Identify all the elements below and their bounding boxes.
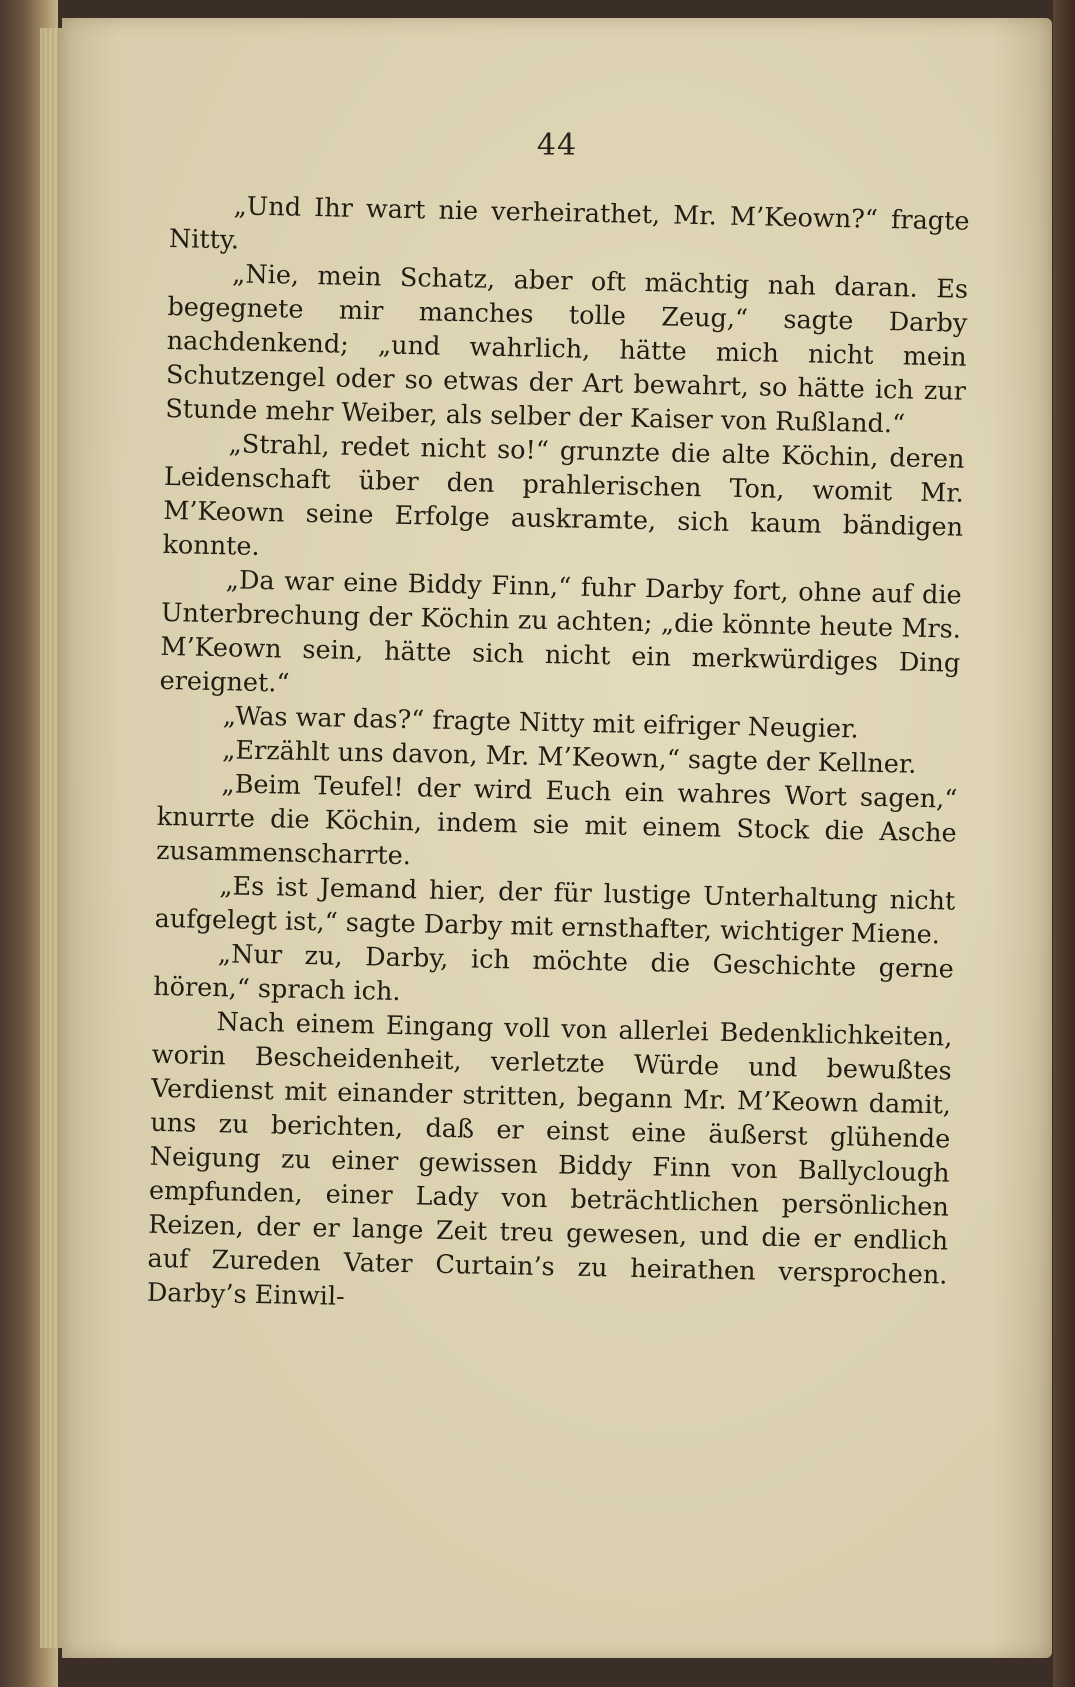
book-cover-edge-right xyxy=(1053,0,1075,1687)
paragraph-7: „Beim Teufel! der wird Euch ein wahres Wort sagen,“ knurrte die Köchin, indem sie mit einem Stock die Asche zusammenscharrte. xyxy=(155,769,958,872)
paragraph-6: „Erzählt uns davon, Mr. M’Keown,“ sagte der Kellner. xyxy=(221,735,917,780)
book-page xyxy=(62,18,1052,1658)
paragraph-10: Nach einem Eingang voll von allerlei Bedenklichkeiten, worin Bescheidenheit, verletzte Würde und bewußtes Verdienst mit einander stritten, begann Mr. M’Keown damit, uns zu berichten, daß er einst eine äußerst glühende Neigung zu einer gewissen Biddy Finn von Ballyclough empfunden, einer Lady von beträchtlichen persönlichen Reizen, der er lange Zeit treu gewesen, und die er endlich auf Zureden Vater Curtain’s zu heirathen versprochen. Darby’s Einwil- xyxy=(146,1007,953,1312)
body-text xyxy=(147,188,970,1327)
paragraph-9: „Nur zu, Darby, ich möchte die Geschichte gerne hören,“ sprach ich. xyxy=(152,939,955,1008)
paragraph-8: „Es ist Jemand hier, der für lustige Unterhaltung nicht aufgelegt ist,“ sagte Darby mit ernsthafter, wichtiger Miene. xyxy=(154,871,956,951)
paragraph-4: „Da war eine Biddy Finn,“ fuhr Darby fort, ohne auf die Unterbrechung der Köchin zu achten; „die könnte heute Mrs. M’Keown sein, hätte sich nicht ein merkwürdiges Ding ereignet.“ xyxy=(159,565,962,699)
page-number: 44 xyxy=(536,128,578,163)
paragraph-1: „Und Ihr wart nie verheirathet, Mr. M’Keown?“ fragte Nitty. xyxy=(168,191,970,256)
paragraph-3: „Strahl, redet nicht so!“ grunzte die alte Köchin, deren Leidenschaft über den prahlerischen Ton, womit Mr. M’Keown seine Erfolge auskramte, sich kaum bändigen konnte. xyxy=(162,429,965,562)
paragraph-2: „Nie, mein Schatz, aber oft mächtig nah daran. Es begegnete mir manches tolle Zeug,“ sagte Darby nachdenkend; „und wahrlich, hätte mich nicht mein Schutzengel oder so etwas der Art bewahrt, so hätte ich zur Stunde mehr Weiber, als selber der Kaiser von Rußland.“ xyxy=(165,259,969,440)
paragraph-5: „Was war das?“ fragte Nitty mit eifriger Neugier. xyxy=(222,701,859,745)
